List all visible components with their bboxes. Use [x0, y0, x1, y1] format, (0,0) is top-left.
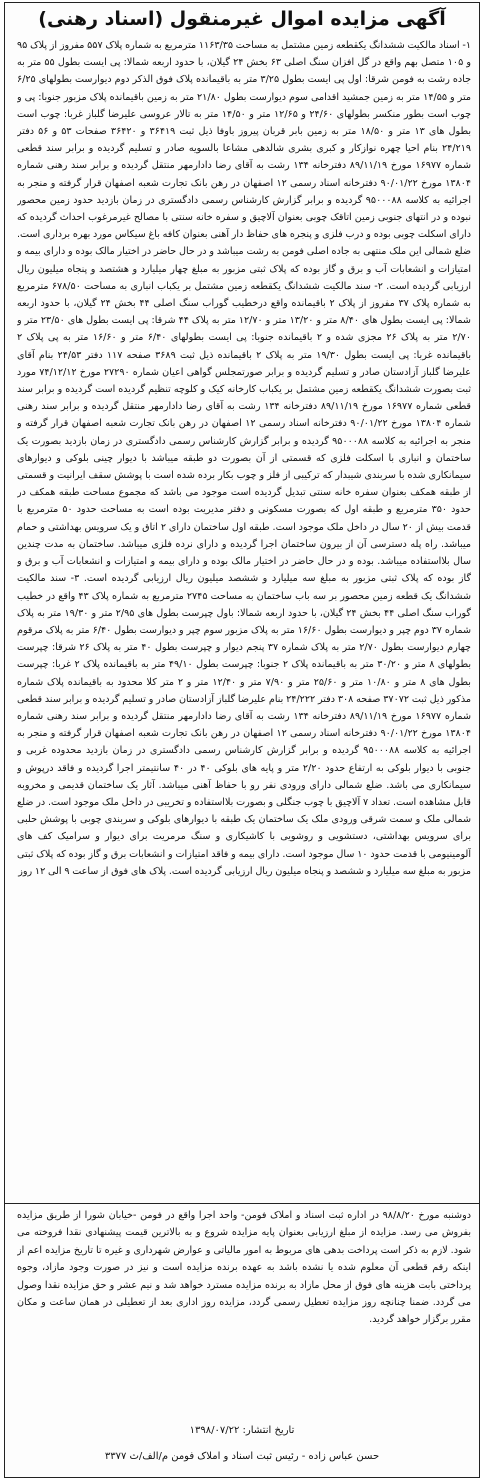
signature-line: حسن عباس زاده - رئیس ثبت اسناد و املاک فومن م/الف/ث ۳۳۷۷	[104, 1451, 380, 1462]
auction-notice	[4, 2, 480, 1478]
notice-body	[17, 37, 471, 1199]
notice-footer-paragraph: دوشنبه مورخ ۹۸/۸/۲۰ در اداره ثبت اسناد و املاک فومن- واحد اجرا واقع در فومن -خیابان شورا از طریق مزایده بفروش می رسد. مزایده از مبلغ ارزیابی بعنوان پایه مزایده شروع و به بالاترین قیمت پیشنهادی نقدا فروخته می شود. لازم به ذکر است پرداخت بدهی های مربوط به امور مالیاتی و عوارض شهرداری و غیره تا تاریخ مزایده اعم از اینکه رقم قطعی آن معلوم شده یا نشده باشد به عهده برنده مزایده است و نیز در صورت وجود مازاد، وجوه پرداختی بابت هزینه های فوق از محل مازاد به برنده مزایده مسترد خواهد شد و نیم عشر و حق مزایده نقدا وصول می گردد. ضمنا چنانچه روز مزایده تعطیل رسمی گردد، مزایده روز اداری بعد از تعطیلی در همان ساعت و مکان مقرر برگزار خواهد گردید.	[17, 1210, 471, 1326]
section-divider	[5, 1203, 479, 1204]
publish-date: تاریخ انتشار: ۱۳۹۸/۰۷/۲۲	[189, 1425, 295, 1436]
notice-title: آگهی مزایده اموال غیرمنقول (اسناد رهنی)	[38, 8, 446, 30]
notice-footer	[17, 1207, 471, 1411]
notice-body-paragraph: ۱- اسناد مالکیت ششدانگ یکقطعه زمین مشتمل به مساحت ۱۱۶۳/۳۵ مترمربع به شماره پلاک ۵۵۷ مفروز از پلاک ۹۵ و ۱۰۵ متصل بهم واقع در گل افزان سنگ اصلی ۶۳ بخش ۲۴ گیلان، با حدود اربعه شمالا: پی ایست بطول ۵۵ متر به جاده رشت به فومن شرقا: اول پی ایست بطول ۳/۲۵ متر به باقیمانده پلاک فوق الذکر دوم دیوارست بطولهای ۶/۲۵ متر و ۱۴/۵۵ متر به زمین جمشید اقدامی سوم دیوارست بطول ۲۱/۸۰ متر به زمین باقیمانده پلاک مزبور جنوبا: پی و چوب است بطور منکسر بطولهای ۲۴/۶۰ و ۱۲/۶۵ متر و ۱۴/۵۰ متر به تالار عروسی علیرضا گلباز غربا: چوب است بطول های ۱۳ متر و ۱۸/۵۰ متر به زمین بابر قربان پیروز باوفا ذیل ثبت ۳۶۴۱۹ و ۳۶۴۲۰ صفحات ۵۳ و ۵۶ دفتر ۲۴/۲۱۹ بنام احیا چهره نوازکار و کبری بشری شالدهی مشاعا بالسویه صادر و تسلیم گردیده و برابر سند قطعی شماره ۱۶۹۷۷ مورخ ۸۹/۱۱/۱۹ دفترخانه ۱۳۴ رشت به آقای رضا دادارمهر منتقل گردیده و برابر سند رهنی شماره ۱۳۸۰۴ مورخ ۹۰/۰۱/۲۲ دفترخانه اسناد رسمی ۱۲ اصفهان در رهن بانک تجارت شعبه اصفهان قرار گرفته و منجر به اجرائیه به کلاسه ۹۵۰۰۰۸۸ گردیده و برابر گزارش کارشناس رسمی دادگستری در زمان بازدید حدود زمین محصور نبوده و در انتهای جنوبی زمین اتاقک چوبی بعنوان آلاچیق و سفره خانه سنتی با مصالح غیرمرغوب احداث گردیده که دارای اسکلت چوبی بوده و درب فلزی و پنجره های حفاظ دار آهنی بعنوان کافه باغ سیکاس مورد بهره برداری است. ضلع شمالی این ملک منتهی به جاده اصلی فومن به رشت میباشد و در حال حاضر در اختیار مالک بوده و دارای بیمه و امتیازات و انشعابات آب و برق و گاز بوده که پلاک ثبتی مزبور به مبلغ چهار میلیارد و هشتصد و پنجاه میلیون ریال ارزیابی گردیده است. ۲- سند مالکیت ششدانگ یکقطعه زمین مشتمل بر یکباب انباری به مساحت ۶۷۸/۵۰ مترمربع به شماره پلاک ۳۷ مفروز از پلاک ۲ باقیمانده واقع درخطیب گوراب سنگ اصلی ۴۴ بخش ۲۴ گیلان، با حدود اربعه شمالا: پی ایست بطول های ۸/۴۰ متر و ۱۳/۲۰ متر و ۱۲/۷۰ متر به پلاک ۴۴ شرقا: پی ایست بطول های ۲۳/۵۰ متر و ۲/۷۰ متر به پلاک ۲۶ مجزی شده و ۲ باقیمانده جنوبا: پی ایست بطولهای ۶/۴۰ متر و ۱۶/۶۰ متر به پی پلاک ۲ باقیمانده غربا: پی ایست بطول ۱۹/۳۰ متر به پلاک ۲ باقیمانده ذیل ثبت ۳۶۸۹ صفحه ۱۱۷ دفتر ۲۴/۵۳ بنام آقای علیرضا گلباز آزادستان صادر و تسلیم گردیده و برابر صورتمجلس گواهی اعیان شماره ۲۷۲۹۰ مورخ ۷۴/۱۲/۱۲ مورد ثبت بصورت ششدانگ یکقطعه زمین مشتمل بر یکباب کارخانه کیک و کلوچه تنظیم گردیده است گردیده و برابر سند قطعی شماره ۱۶۹۷۷ مورخ ۸۹/۱۱/۱۹ دفترخانه ۱۳۴ رشت به آقای رضا دادارمهر منتقل گردیده و برابر سند رهنی شماره ۱۳۸۰۴ مورخ ۹۰/۰۱/۲۲ دفترخانه اسناد رسمی ۱۲ اصفهان در رهن بانک تجارت شعبه اصفهان قرار گرفته و منجر به اجرائیه به کلاسه ۹۵۰۰۰۸۸ گردیده و برابر گزارش کارشناس رسمی دادگستری در زمان بازدید بصورت یک ساختمان و انباری با اسکلت فلزی که قسمتی از آن بصورت دو طبقه میباشد با دیوار چینی بلوکی و دیوارهای سیمانکاری شده با سربندی شیبدار که ترکیبی از فلز و چوب بکار برده شده است با پوشش سقف ایرانیت و قسمتی از طبقه همکف بعنوان سفره خانه سنتی تبدیل گردیده است موجود می باشد که مجموع مساحت طبقه همکف در حدود ۳۵۰ مترمربع و طبقه اول که بصورت مسکونی و دفتر مدیریت بوده است به مساحت حدود ۵۰ مترمربع با قدمت بیش از ۲۰ سال در داخل ملک موجود است. طبقه اول ساختمان دارای ۲ اتاق و یک سرویس بهداشتی و حمام میباشد. راه پله دسترسی آن از بیرون ساختمان اجرا گردیده و دارای نرده فلزی میباشد. ساختمان به مدت چندین سال بلااستفاده میباشد. بوده و در حال حاضر در اختیار مالک بوده و دارای بیمه و امتیازات و انشعابات آب و برق و گاز بوده که پلاک ثبتی مزبور به مبلغ سه میلیارد و ششصد میلیون ریال ارزیابی گردیده است. ۳- سند مالکیت ششدانگ یک قطعه زمین محصور بر سه باب ساختمان به مساحت ۲۷۴۵ مترمربع به شماره پلاک ۴۳ واقع در خطیب گوراب سنگ اصلی ۴۴ بخش ۲۴ گیلان، با حدود اربعه شمالا: باول چپرست بطول های ۲/۹۵ متر و ۱۹/۳۰ متر به پلاک شماره ۳۷ دوم چپر و دیوارست بطول ۱۶/۶۰ متر به پلاک مزبور سوم چپر و دیوارست بطول ۶/۴۰ متر به پلاک مرقوم چهارم دیوارست بطول ۲/۷۰ متر به پلاک شماره ۳۷ پنجم دیوار و چپرست بطول ۴۰ متر به پلاک ۲۶ شرقا: چپرست بطولهای ۸ متر و ۳۰/۲۰ متر به باقیمانده پلاک ۲ جنوبا: چپرست بطول ۴۹/۱۰ متر به باقیمانده پلاک ۲ غربا: چپرست بطول های ۸ متر و ۱۰/۸۰ متر و ۲۵/۶۰ متر و ۷/۹۰ متر و ۱۲/۴۰ متر و ۲ متر کلا محدود به باقیمانده پلاک شماره مذکور ذیل ثبت ۳۷۰۷۲ صفحه ۳۰۸ دفتر ۲۴/۲۲۲ بنام علیرضا گلباز آزادستان صادر و تسلیم گردیده و برابر سند قطعی شماره ۱۶۹۷۷ مورخ ۸۹/۱۱/۱۹ دفترخانه ۱۳۴ رشت به آقای رضا دادارمهر منتقل گردیده و برابر سند رهنی شماره ۱۳۸۰۴ مورخ ۹۰/۰۱/۲۲ دفترخانه اسناد رسمی ۱۲ اصفهان در رهن بانک تجارت شعبه اصفهان قرار گرفته و منجر به اجرائیه به کلاسه ۹۵۰۰۰۸۸ گردیده و برابر گزارش کارشناس رسمی دادگستری در زمان بازدید محدوده غربی و جنوبی با دیوار بلوکی به ارتفاع حدود ۲/۲۰ متر و پایه های بلوکی ۴۰ در ۴۰ سانتیمتر اجرا گردیده و فاقد درپوش و سیمانکاری می باشد. ضلع شمالی دارای ورودی نفر رو با حفاظ آهنی میباشد. آثار یک ساختمان قدیمی و مخروبه قابل مشاهده است. تعداد ۷ آلاچیق با چوب جنگلی و بصورت بلااستفاده و تخریبی در داخل ملک موجود است. در ضلع شمالی ملک و سمت شرقی ورودی ملک یک ساختمان یک طبقه با دیوارهای بلوکی و سربندی چوبی با پوشش حلبی برای سرویس بهداشتی، دستشویی و روشویی با کاشیکاری و سنگ مرمریت برای دیوار و سرامیک کف های آلومینیومی با قدمت حدود ۱۰ سال موجود است. دارای بیمه و فاقد امتیازات و انشعابات برق و گاز بوده که پلاک ثبتی مزبور به مبلغ سه میلیارد و ششصد و پنجاه میلیون ریال ارزیابی گردیده است. پلاک های فوق از ساعت ۹ الی ۱۲ روز	[17, 40, 471, 877]
